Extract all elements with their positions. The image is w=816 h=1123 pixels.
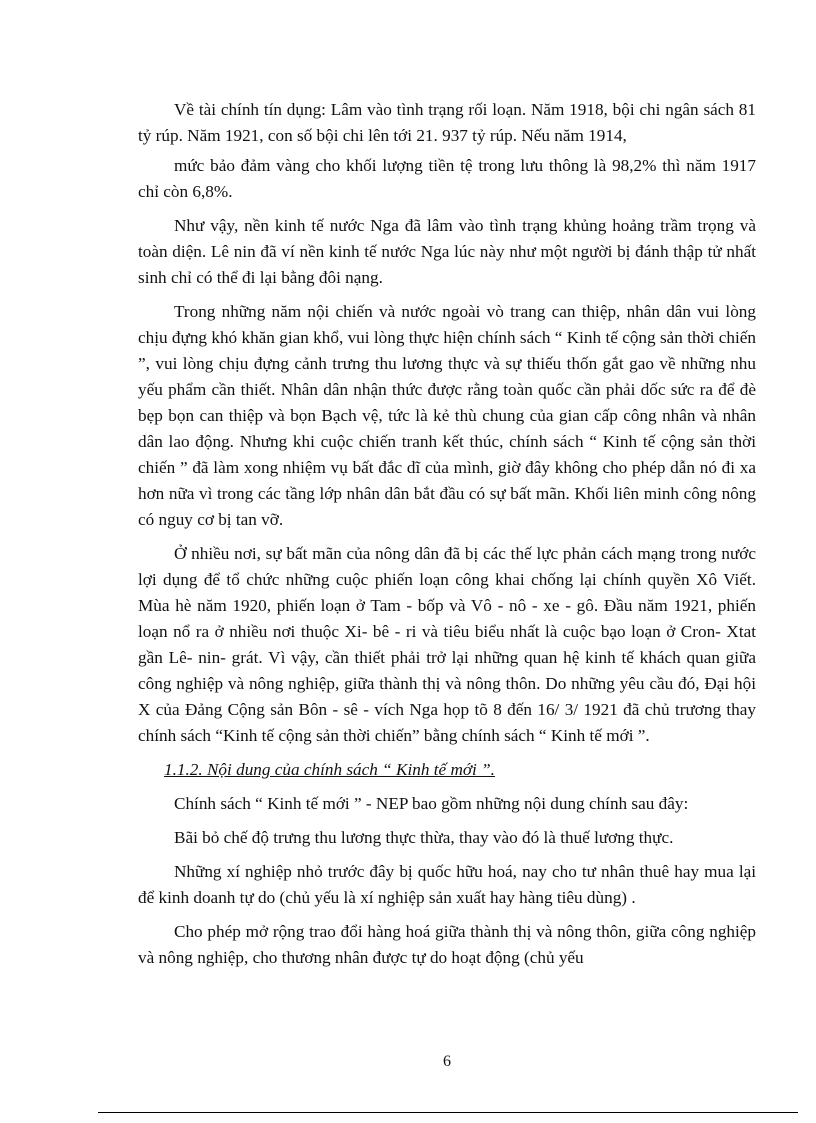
paragraph-crisis: Như vậy, nền kinh tế nước Nga đã lâm vào tình trạng khủng hoảng trầm trọng và toàn diện. Lê nin đã ví nền kinh tế nước Nga lúc này như một người bị đánh thập tử nhất sinh chỉ có thể đi lại bằng đôi nạng. <box>138 216 756 287</box>
paragraph-nep-intro: Chính sách “ Kinh tế mới ” - NEP bao gồm những nội dung chính sau đây: <box>174 794 689 813</box>
page-number: 6 <box>443 1053 451 1070</box>
paragraph-nep-tax: Bãi bỏ chế độ trưng thu lương thực thừa, thay vào đó là thuế lương thực. <box>174 828 674 847</box>
paragraph-rebellions: Ở nhiều nơi, sự bất mãn của nông dân đã bị các thế lực phản cách mạng trong nước lợi dụng để tổ chức những cuộc phiến loạn công khai chống lại chính quyền Xô Viết. Mùa hè năm 1920, phiến loạn ở Tam - bốp và Vô - nô - xe - gô. Đầu năm 1921, phiến loạn nổ ra ở nhiều nơi thuộc Xi- bê - ri và tiêu biểu nhất là cuộc bạo loạn ở Cron- Xtat gần Lê- nin- grát. Vì vậy, cần thiết phải trở lại những quan hệ kinh tế khách quan giữa công nghiệp và nông nghiệp, giữa thành thị và nông thôn. Do những yêu cầu đó, Đại hội X của Đảng Cộng sản Bôn - sê - vích Nga họp tõ 8 đến 16/ 3/ 1921 đã chủ trương thay chính sách “Kinh tế cộng sản thời chiến” bằng chính sách “ Kinh tế mới ”. <box>138 544 756 745</box>
paragraph-civil-war: Trong những năm nội chiến và nước ngoài vò trang can thiệp, nhân dân vui lòng chịu đựng khó khăn gian khổ, vui lòng thực hiện chính sách “ Kinh tế cộng sản thời chiến ”, vui lòng chịu đựng cảnh trưng thu lương thực và sự thiếu thốn gắt gao về những nhu yếu phẩm cần thiết. Nhân dân nhận thức được rằng toàn quốc cần phải dốc sức ra để đè bẹp bọn can thiệp và bọn Bạch vệ, tức là kẻ thù chung của gian cấp công nhân và nhân dân lao động. Nhưng khi cuộc chiến tranh kết thúc, chính sách “ Kinh tế cộng sản thời chiến ” đã làm xong nhiệm vụ bất đắc dĩ của mình, giờ đây không cho phép dẫn nó đi xa hơn nữa vì trong các tầng lớp nhân dân bắt đầu có sự bất mãn. Khối liên minh công nông có nguy cơ bị tan vỡ. <box>138 302 756 529</box>
document-body <box>138 97 756 979</box>
section-heading: 1.1.2. Nội dung của chính sách “ Kinh tế mới ”. <box>164 760 495 779</box>
paragraph-nep-trade: Cho phép mở rộng trao đổi hàng hoá giữa thành thị và nông thôn, giữa công nghiệp và nông nghiệp, cho thương nhân được tự do hoạt động (chủ yếu <box>138 922 756 967</box>
footer-rule <box>98 1112 798 1113</box>
paragraph-gold-reserve: mức bảo đảm vàng cho khối lượng tiền tệ trong lưu thông là 98,2% thì năm 1917 chỉ còn 6,8%. <box>138 156 756 201</box>
paragraph-finance: Về tài chính tín dụng: Lâm vào tình trạng rối loạn. Năm 1918, bội chi ngân sách 81 tỷ rúp. Năm 1921, con số bội chi lên tới 21. 937 tỷ rúp. Nếu năm 1914, <box>138 100 756 145</box>
paragraph-nep-enterprises: Những xí nghiệp nhỏ trước đây bị quốc hữu hoá, nay cho tư nhân thuê hay mua lại để kinh doanh tự do (chủ yếu là xí nghiệp sản xuất hay hàng tiêu dùng) . <box>138 862 756 907</box>
